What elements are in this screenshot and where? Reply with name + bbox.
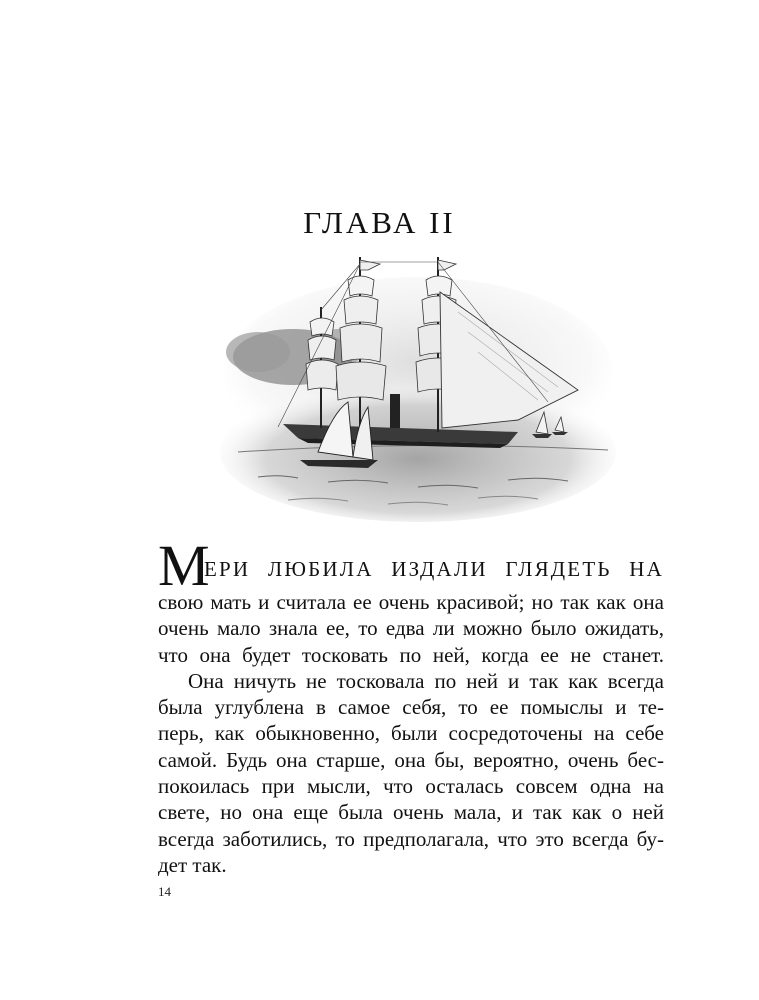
sailing-ship-illustration [218,252,618,527]
text-line: свете, но она еще была очень мала, и так как о ней [158,800,664,825]
text-line: самой. Будь она старше, она бы, вероятно, очень бес- [158,747,664,772]
text-line: покоилась при мысли, что осталась совсем одна на [158,774,664,799]
text-line: Она ничуть не тосковала по ней и так как всегда [188,668,664,693]
text-line: очень мало знала ее, то едва ли можно было ожидать, [158,616,664,641]
drop-cap: М [158,533,210,598]
chapter-body [158,533,664,878]
text-line: перь, как обыкновенно, были сосредоточены на себе [158,721,664,746]
text-line: всегда заботились, то предполагала, что это всегда бу- [158,826,664,851]
first-line [158,533,664,598]
text-line: что она будет тосковать по ней, когда ее не станет. [158,642,664,667]
text-line: свою мать и считала ее очень красивой; но так как она [158,590,664,614]
text-line: была углублена в самое себя, то ее помыслы и те- [158,695,664,720]
first-line-text: ЕРИ ЛЮБИЛА ИЗДАЛИ ГЛЯДЕТЬ НА [204,557,664,581]
text-line: дет так. [158,852,227,877]
chapter-title: ГЛАВА II [303,205,456,240]
page-number: 14 [158,884,171,899]
